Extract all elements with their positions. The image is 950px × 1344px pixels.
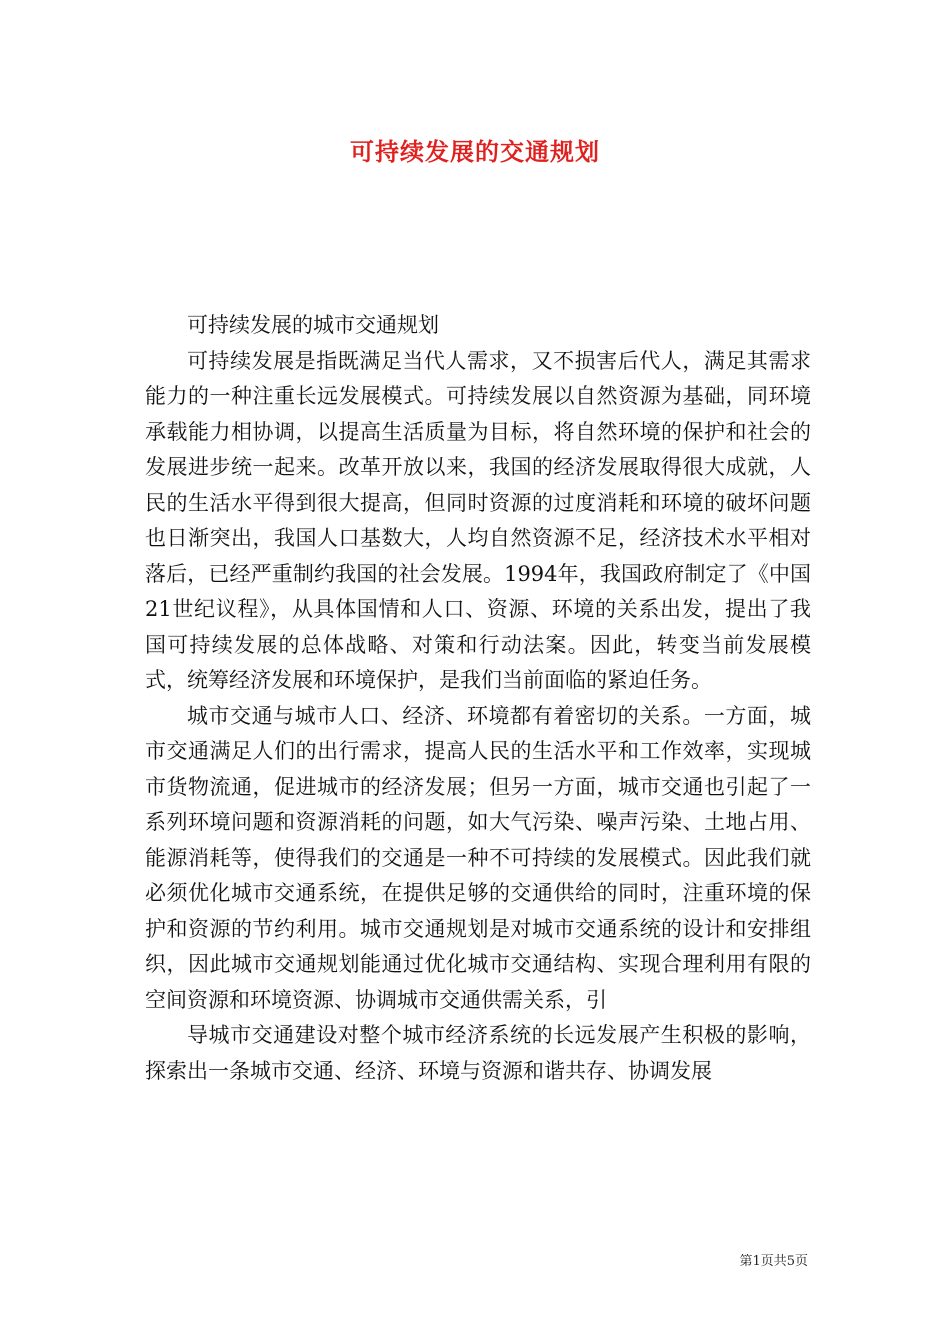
page-number: 第1页共5页: [739, 1254, 808, 1269]
paragraph-sustainable-development: 可持续发展是指既满足当代人需求，又不损害后代人，满足其需求能力的一种注重长远发展模式。可持续发展以自然资源为基础，同环境承载能力相协调，以提高生活质量为目标，将自然环境的保护和社会的发展进步统一起来。改革开放以来，我国的经济发展取得很大成就，人民的生活水平得到很大提高，但同时资源的过度消耗和环境的破坏问题也日渐突出，我国人口基数大，人均自然资源不足，经济技术水平相对落后，已经严重制约我国的社会发展。1994年，我国政府制定了《中国21世纪议程》，从具体国情和人口、资源、环境的关系出发，提出了我国可持续发展的总体战略、对策和行动法案。因此，转变当前发展模式，统筹经济发展和环境保护，是我们当前面临的紧迫任务。: [145, 348, 811, 692]
paragraph-guidance: 导城市交通建设对整个城市经济系统的长远发展产生积极的影响，探索出一条城市交通、经济、环境与资源和谐共存、协调发展: [145, 1023, 811, 1083]
section-heading: 可持续发展的城市交通规划: [187, 313, 439, 337]
document-title: 可持续发展的交通规划: [350, 137, 600, 166]
paragraph-urban-traffic: 城市交通与城市人口、经济、环境都有着密切的关系。一方面，城市交通满足人们的出行需求，提高人民的生活水平和工作效率，实现城市货物流通，促进城市的经济发展；但另一方面，城市交通也引起了一系列环境问题和资源消耗的问题，如大气污染、噪声污染、土地占用、能源消耗等，使得我们的交通是一种不可持续的发展模式。因此我们就必须优化城市交通系统，在提供足够的交通供给的同时，注重环境的保护和资源的节约利用。城市交通规划是对城市交通系统的设计和安排组织，因此城市交通规划能通过优化城市交通结构、实现合理利用有限的空间资源和环境资源、协调城市交通供需关系，引: [145, 703, 811, 1012]
document-body: [145, 308, 811, 1089]
